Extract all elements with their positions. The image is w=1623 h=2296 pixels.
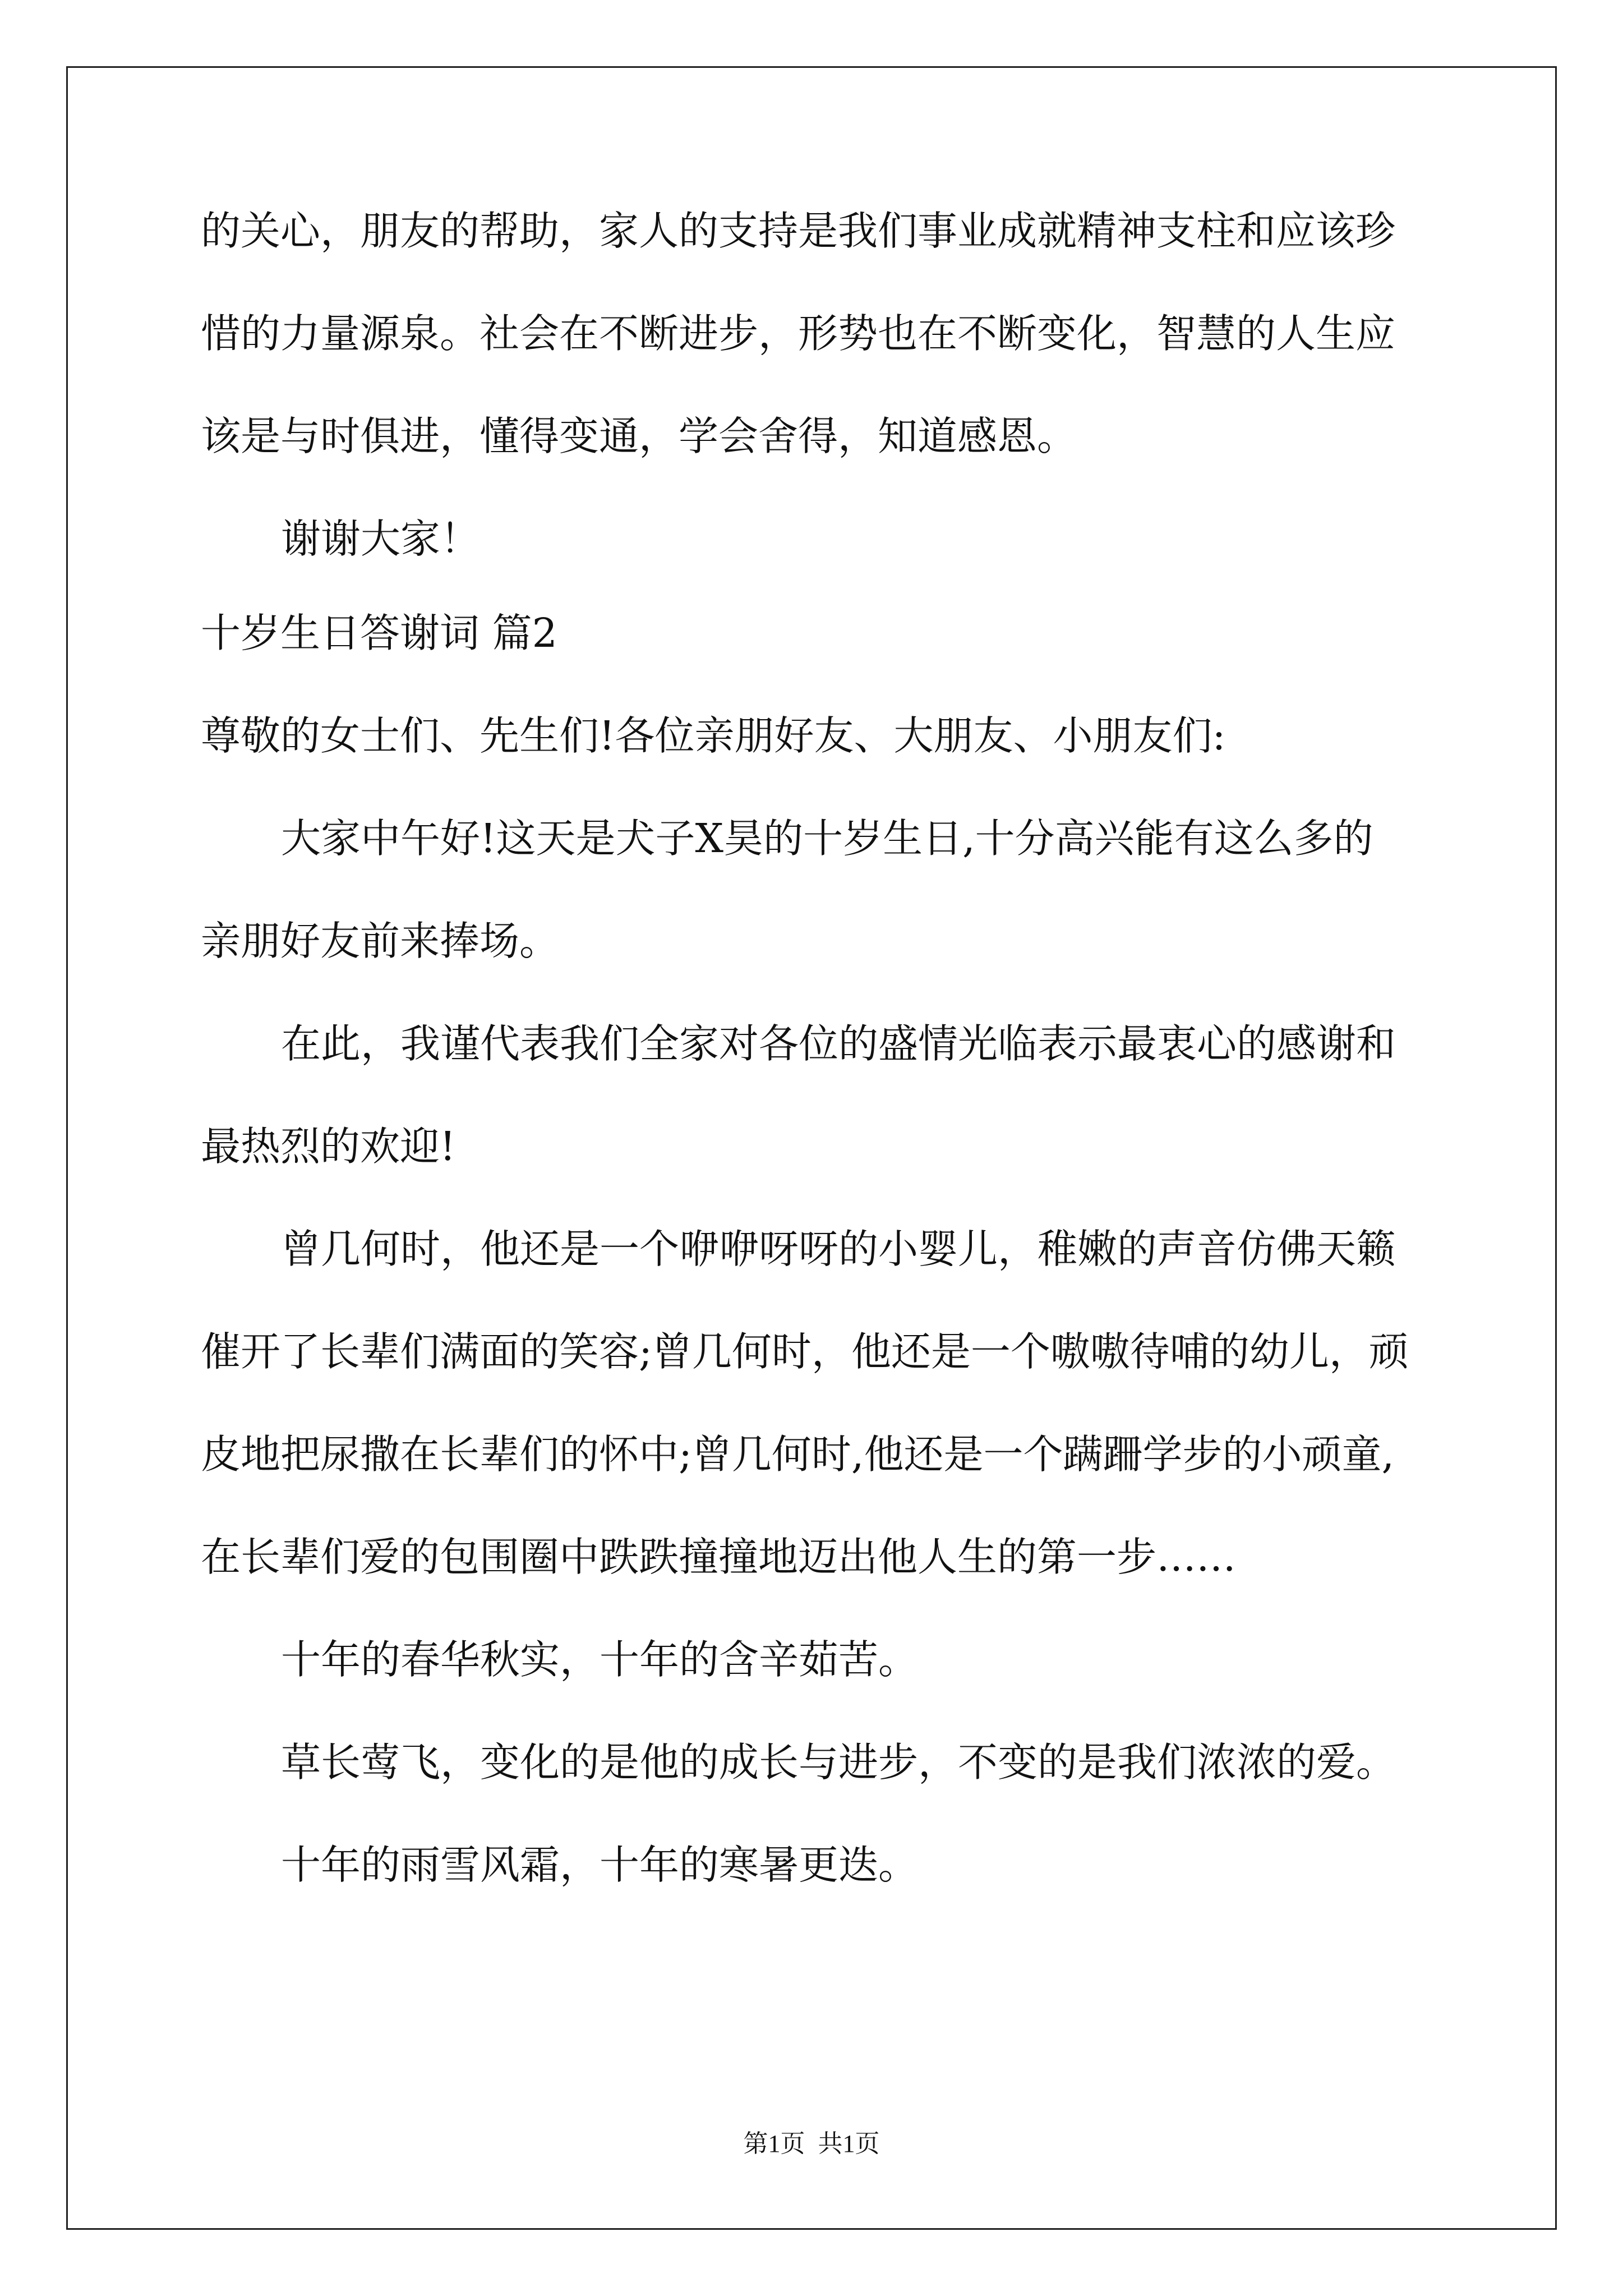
salutation: 尊敬的女士们、先生们!各位亲朋好友、大朋友、小朋友们: [201,712,1226,759]
paragraph-line: 草长莺飞，变化的是他的成长与进步，不变的是我们浓浓的爱。 [281,1739,1396,1786]
paragraph-line: 该是与时俱进，懂得变通，学会舍得，知道感恩。 [201,413,1077,459]
paragraph-line: 在长辈们爱的包围圈中跌跌撞撞地迈出他人生的第一步…… [201,1534,1237,1580]
paragraph-line: 的关心，朋友的帮助，家人的支持是我们事业成就精神支柱和应该珍 [201,208,1396,254]
paragraph-line: 曾几何时，他还是一个咿咿呀呀的小婴儿，稚嫩的声音仿佛天籁 [281,1226,1396,1272]
paragraph-line: 皮地把尿撒在长辈们的怀中;曾几何时,他还是一个蹒跚学步的小顽童, [201,1431,1395,1478]
paragraph-line: 谢谢大家！ [281,516,481,562]
page-total: 共1页 [818,2130,880,2157]
page-footer [0,2127,1623,2161]
paragraph-line: 十年的雨雪风霜，十年的寒暑更迭。 [281,1842,919,1888]
paragraph-line: 大家中午好!这天是犬子X昊的十岁生日,十分高兴能有这么多的 [281,815,1373,862]
section-heading: 十岁生日答谢词 篇2 [201,610,557,656]
paragraph-line: 亲朋好友前来捧场。 [201,918,560,964]
paragraph-line: 最热烈的欢迎! [201,1123,456,1170]
paragraph-line: 催开了长辈们满面的笑容;曾几何时，他还是一个嗷嗷待哺的幼儿，顽 [201,1328,1409,1375]
paragraph-line: 在此，我谨代表我们全家对各位的盛情光临表示最衷心的感谢和 [281,1020,1396,1067]
paragraph-line: 十年的春华秋实，十年的含辛茹苦。 [281,1636,919,1683]
paragraph-line: 惜的力量源泉。社会在不断进步，形势也在不断变化，智慧的人生应 [201,310,1396,357]
page-number: 第1页 [743,2130,805,2157]
